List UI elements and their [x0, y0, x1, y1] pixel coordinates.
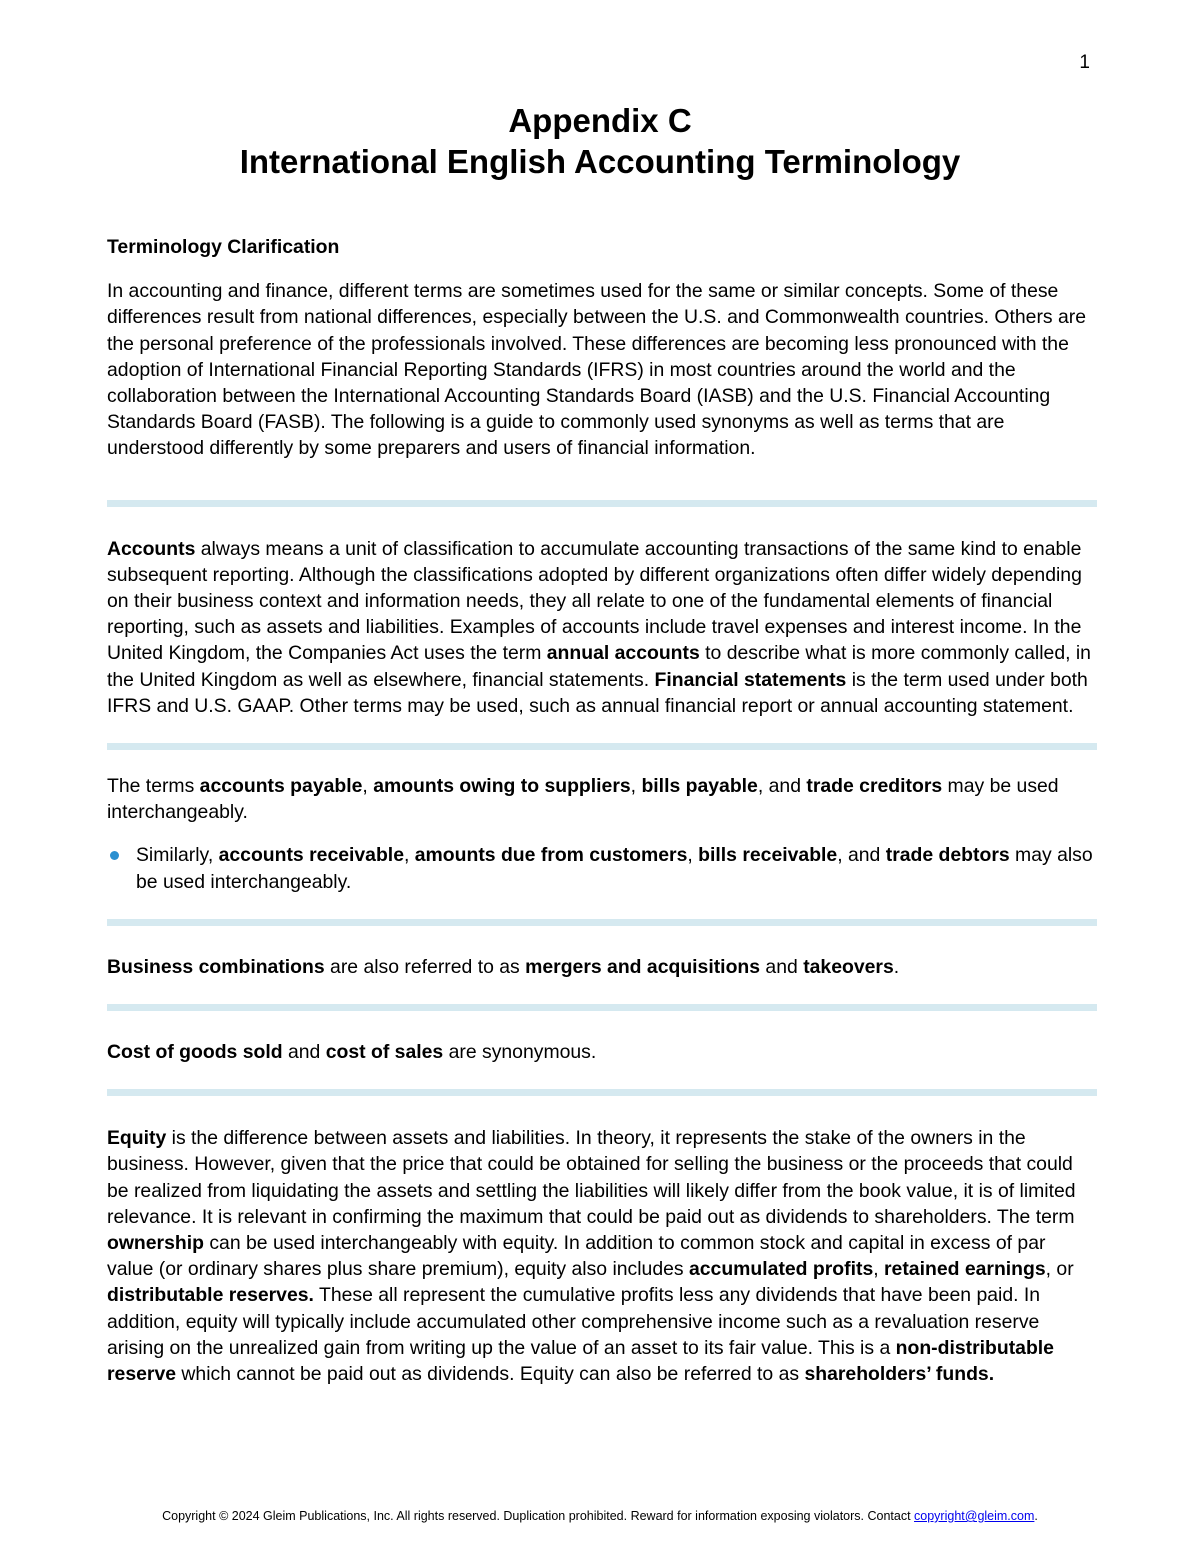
term: Cost of goods sold: [107, 1041, 283, 1064]
text: , and: [837, 844, 886, 867]
payable-paragraph: [107, 773, 1097, 825]
term: accumulated profits: [688, 1258, 874, 1281]
divider: [107, 1004, 1097, 1011]
term: bills payable: [641, 775, 758, 798]
term: amounts owing to suppliers: [373, 775, 631, 798]
text: ,: [362, 775, 374, 798]
text: which cannot be paid out as dividends. Equity can also be referred to as: [176, 1363, 805, 1386]
divider: [107, 1089, 1097, 1096]
divider: [107, 919, 1097, 926]
term: Equity: [107, 1127, 167, 1150]
page-title: [0, 100, 1200, 182]
text: is the difference between assets and liabilities. In theory, it represents the stake of the owners in the business. However, given that the price that could be obtained for selling the business or the proceeds that could be realized from liquidating the assets and settling the liabilities will likely differ from the book value, it is of limited relevance. It is relevant in confirming the maximum that could be paid out as dividends to shareholders. The term: [107, 1127, 1076, 1228]
text: are also referred to as: [324, 955, 526, 978]
term: Accounts: [107, 537, 196, 560]
term: bills receivable: [698, 844, 838, 867]
text: and: [760, 955, 804, 978]
copyright-text: Copyright © 2024 Gleim Publications, Inc. All rights reserved. Duplication prohibited. Reward for information exposing violators. Contact: [162, 1509, 915, 1523]
term: retained earnings: [884, 1258, 1046, 1281]
text: and: [282, 1041, 326, 1064]
footer-end: .: [1034, 1509, 1038, 1523]
term: Business combinations: [107, 955, 325, 978]
text: to describe what is more commonly called, in the United Kingdom as well as elsewhere, financial statements.: [107, 642, 1091, 691]
footer: [0, 1509, 1200, 1523]
term: shareholders’ funds.: [804, 1363, 995, 1386]
text: ,: [873, 1258, 885, 1281]
equity-paragraph: [107, 1125, 1097, 1387]
text: , or: [1045, 1258, 1074, 1281]
text: , and: [757, 775, 807, 798]
text: may be used interchangeably.: [107, 775, 1059, 824]
section-heading: Terminology Clarification: [107, 236, 340, 258]
title-line-1: Appendix C: [508, 102, 692, 139]
bullet-icon: [110, 851, 119, 860]
term: Financial statements: [654, 668, 847, 691]
term: annual accounts: [546, 642, 700, 665]
intro-paragraph: In accounting and finance, different terms are sometimes used for the same or similar concepts. Some of these differences result from national differences, especially between the U.S. and Commonwealth countries. Others are the personal preference of the professionals involved. These differences are becoming less pronounced with the adoption of International Financial Reporting Standards (IFRS) in most countries around the world and the collaboration between the International Accounting Standards Board (IASB) and the U.S. Financial Accounting Standards Board (FASB). The following is a guide to commonly used synonyms as well as terms that are understood differently by some preparers and users of financial information.: [107, 280, 1087, 460]
text: can be used interchangeably with equity. In addition to common stock and capital in excess of par value (or ordinary shares plus share premium), equity also includes: [107, 1232, 1046, 1281]
cogs-paragraph: [107, 1039, 1097, 1065]
page-number: 1: [1079, 52, 1090, 73]
accounts-paragraph: [107, 536, 1097, 719]
divider: [107, 743, 1097, 750]
term: mergers and acquisitions: [525, 955, 761, 978]
text: .: [893, 955, 900, 978]
term: ownership: [107, 1232, 204, 1255]
term: trade creditors: [806, 775, 943, 798]
term: cost of sales: [325, 1041, 444, 1064]
text: always means a unit of classification to accumulate accounting transactions of the same kind to enable subsequent reporting. Although the classifications adopted by different organizations often differ widely depending on their business context and information needs, they all relate to one of the fundamental elements of financial reporting, such as assets and liabilities. Examples of accounts include travel expenses and interest income. In the United Kingdom, the Companies Act uses the term: [107, 537, 1082, 665]
term: trade debtors: [885, 844, 1010, 867]
text: The terms: [107, 775, 200, 798]
term: distributable reserves.: [107, 1284, 314, 1307]
term: accounts payable: [199, 775, 363, 798]
document-body: [107, 234, 1097, 1387]
text: may also be used interchangeably.: [136, 844, 1093, 893]
text: ,: [403, 844, 415, 867]
business-paragraph: [107, 954, 1097, 980]
list-item: [107, 842, 1097, 894]
text: ,: [687, 844, 699, 867]
text: is the term used under both IFRS and U.S. GAAP. Other terms may be used, such as annual financial report or annual accounting statement.: [107, 668, 1088, 717]
text: ,: [630, 775, 642, 798]
contact-email-link[interactable]: copyright@gleim.com: [914, 1509, 1035, 1523]
term: non-distributable reserve: [107, 1336, 1054, 1386]
term: accounts receivable: [218, 844, 404, 867]
text: are synonymous.: [443, 1041, 597, 1064]
term: takeovers: [803, 955, 894, 978]
term: amounts due from customers: [414, 844, 688, 867]
text: These all represent the cumulative profits less any dividends that have been paid. In addition, equity will typically include accumulated other comprehensive income such as a revaluation reserve arising on the unrealized gain from writing up the value of an asset to its fair value. This is a: [107, 1284, 1041, 1359]
divider: [107, 500, 1097, 507]
title-line-2: International English Accounting Terminology: [239, 143, 961, 180]
text: Similarly,: [136, 844, 219, 867]
